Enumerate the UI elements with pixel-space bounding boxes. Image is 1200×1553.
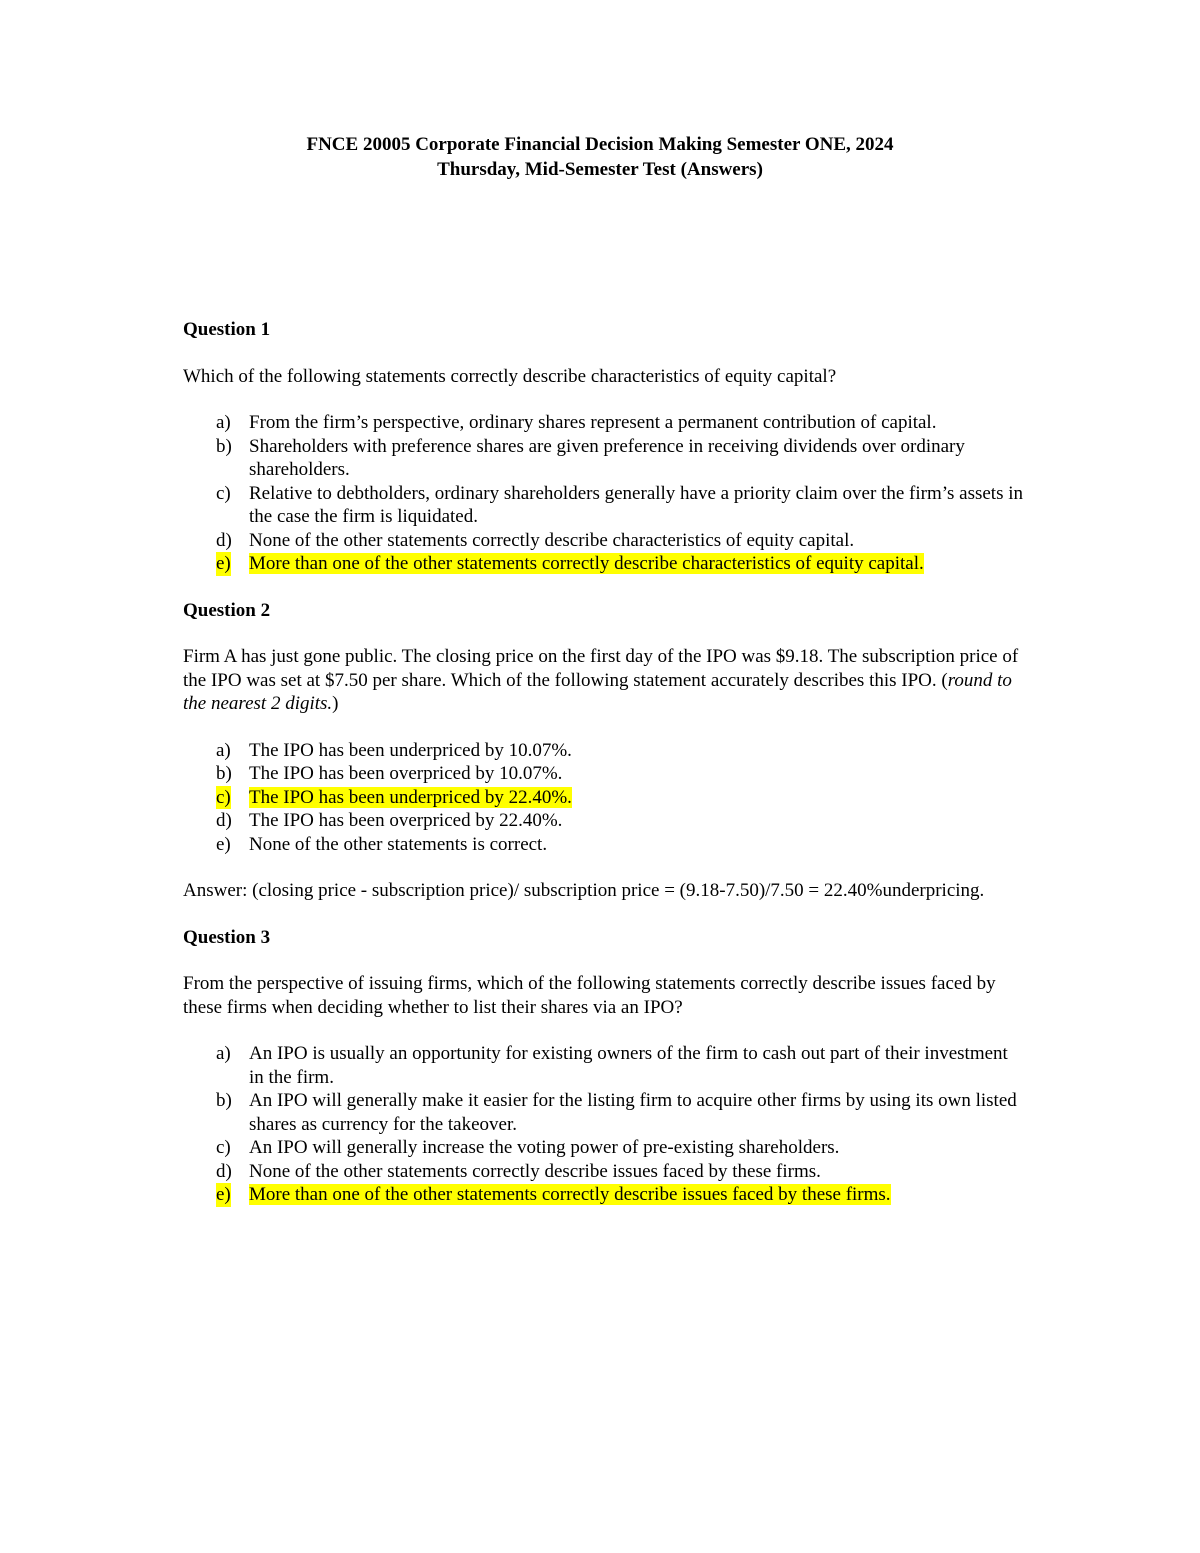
question-text-main: Firm A has just gone public. The closing price on the first day of the IPO was $9.18. The subscription price of the IPO was set at $7.50 per share. Which of the following statement accurately describes this IPO. ( [183, 646, 1019, 691]
document-title: FNCE 20005 Corporate Financial Decision Making Semester ONE, 2024 [306, 134, 894, 155]
spacer [183, 903, 1023, 926]
question-heading: Question 3 [183, 926, 271, 948]
question-heading: Question 2 [183, 599, 271, 621]
spacer [183, 576, 1023, 599]
option-letter: d) [216, 529, 232, 551]
option-text: An IPO will generally increase the voting power of pre-existing shareholders. [249, 1137, 840, 1158]
option-a [183, 411, 1023, 435]
option-c [183, 1136, 1023, 1160]
question-text-end: ) [332, 693, 339, 714]
option-letter: a) [216, 1043, 231, 1064]
option-text: The IPO has been underpriced by 10.07%. [249, 739, 572, 761]
option-c-correct [183, 786, 1023, 810]
option-text: Relative to debtholders, ordinary shareholders generally have a priority claim over the firm’s assets in the case the firm is liquidated. [249, 482, 1024, 527]
option-text: Shareholders with preference shares are given preference in receiving dividends over ordinary shareholders. [249, 435, 965, 480]
option-a [183, 1042, 1023, 1089]
document-body [183, 318, 1023, 1207]
option-d [183, 529, 1023, 553]
option-letter: d) [216, 810, 232, 831]
option-letter: a) [216, 739, 231, 761]
option-d [183, 809, 1023, 833]
answer-options [183, 739, 1023, 857]
option-b [183, 435, 1023, 482]
option-b [183, 1089, 1023, 1136]
option-letter: e) [216, 1184, 231, 1205]
option-text-highlighted: More than one of the other statements correctly describe issues faced by these firms. [249, 1184, 891, 1205]
option-c [183, 482, 1023, 529]
option-letter: c) [216, 786, 231, 808]
question-text: Which of the following statements correctly describe characteristics of equity capital? [183, 365, 837, 387]
option-text: From the firm’s perspective, ordinary shares represent a permanent contribution of capital. [249, 412, 937, 433]
option-text: An IPO is usually an opportunity for existing owners of the firm to cash out part of their investment in the firm. [249, 1043, 1008, 1088]
option-d [183, 1160, 1023, 1184]
document-header [0, 132, 1200, 182]
question-text: From the perspective of issuing firms, which of the following statements correctly describe issues faced by these firms when deciding whether to list their shares via an IPO? [183, 973, 996, 1018]
option-text: The IPO has been overpriced by 22.40%. [249, 810, 563, 831]
question-1 [183, 318, 1023, 576]
option-letter: d) [216, 1160, 232, 1182]
option-e-correct [183, 1183, 1023, 1207]
option-letter: b) [216, 1090, 232, 1111]
document-subtitle: Thursday, Mid-Semester Test (Answers) [437, 159, 763, 180]
question-heading: Question 1 [183, 319, 271, 340]
option-text-highlighted: The IPO has been underpriced by 22.40%. [249, 786, 572, 808]
option-letter: b) [216, 763, 232, 784]
question-text-italic: round to the nearest 2 digits. [183, 669, 1012, 714]
question-3 [183, 926, 1023, 1207]
option-letter: a) [216, 412, 231, 433]
option-letter: c) [216, 1137, 231, 1158]
option-text: An IPO will generally make it easier for the listing firm to acquire other firms by using its own listed shares as currency for the takeover. [249, 1090, 1017, 1135]
option-letter: c) [216, 482, 231, 504]
option-letter: b) [216, 435, 232, 457]
option-a [183, 739, 1023, 763]
option-e [183, 833, 1023, 857]
option-text: The IPO has been overpriced by 10.07%. [249, 763, 563, 784]
option-b [183, 762, 1023, 786]
option-e-correct [183, 552, 1023, 576]
answer-options [183, 1042, 1023, 1207]
option-text: None of the other statements is correct. [249, 833, 548, 855]
option-letter: e) [216, 833, 231, 855]
question-2 [183, 599, 1023, 903]
option-text: None of the other statements correctly describe issues faced by these firms. [249, 1160, 821, 1182]
answer-explanation: Answer: (closing price - subscription price)/ subscription price = (9.18-7.50)/7.50 = 22.40%underpricing. [183, 880, 985, 901]
option-text: None of the other statements correctly describe characteristics of equity capital. [249, 529, 855, 551]
answer-options [183, 411, 1023, 576]
question-text [183, 645, 1023, 716]
option-letter: e) [216, 553, 231, 574]
option-text-highlighted: More than one of the other statements correctly describe characteristics of equity capital. [249, 553, 924, 574]
